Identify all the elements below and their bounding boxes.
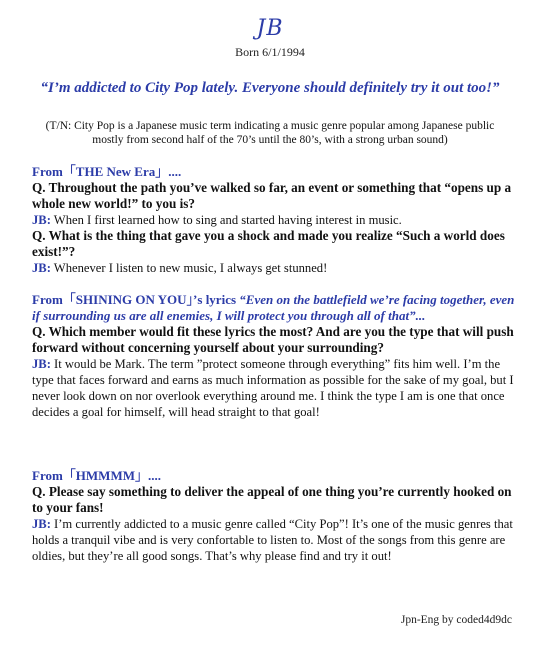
section-title	[32, 292, 516, 324]
birth-date: Born 6/1/1994	[235, 45, 305, 59]
question: Q. Throughout the path you’ve walked so far, an event or something that “opens up a whole new world!” to you is?	[32, 180, 512, 211]
section-title-text: From「SHINING ON YOU」’s lyrics	[32, 292, 237, 307]
section-shining-on-you	[32, 292, 516, 420]
answer	[32, 212, 516, 228]
question: Q. Please say something to deliver the appeal of one thing you’re currently hooked on to your fans!	[32, 484, 512, 515]
member-name: JB	[256, 16, 284, 41]
answer-text: When I first learned how to sing and started having interest in music.	[50, 213, 402, 227]
headline-quote: “I’m addicted to City Pop lately. Everyone should definitely try it out too!”	[40, 80, 500, 96]
speaker-label: JB:	[32, 213, 51, 227]
translator-note: (T/N: City Pop is a Japanese music term indicating a music genre popular among Japanese public mostly from second half of the 70’s until the 80’s, with a strong urban sound)	[45, 120, 495, 146]
translation-credit: Jpn-Eng by coded4d9dc	[400, 614, 512, 626]
answer-text: It would be Mark. The term ”protect someone through everything” fits him well. I’m the type that faces forward and earns as much information as possible for the sake of my goal, but I never look down on nor overlook everything around me. I think the type I am is one that once decides a goal for himself, will head straight to that goal!	[32, 357, 514, 419]
answer	[32, 260, 516, 276]
speaker-label: JB:	[32, 357, 51, 371]
answer-text: Whenever I listen to new music, I always get stunned!	[50, 261, 328, 275]
section-title-lyric: “Even on the battlefield we’re facing together, even if surrounding us are all enemies, I will protect you through all of that”...	[32, 292, 515, 323]
section-title: From「THE New Era」....	[32, 164, 182, 179]
speaker-label: JB:	[32, 517, 51, 531]
section-title: From「HMMMM」....	[32, 468, 161, 483]
section-hmmmm	[32, 468, 516, 564]
answer	[32, 356, 516, 420]
question: Q. Which member would fit these lyrics the most? And are you the type that will push forward without concerning yourself about your surrounding?	[32, 324, 514, 355]
speaker-label: JB:	[32, 261, 51, 275]
section-the-new-era	[32, 164, 516, 276]
question: Q. What is the thing that gave you a shock and made you realize “Such a world does exist!”?	[32, 228, 505, 259]
answer	[32, 516, 516, 564]
answer-text: I’m currently addicted to a music genre called “City Pop”! It’s one of the music genres that holds a tranquil vibe and is very confortable to listen to. Most of the songs from this genre are oldies, but they’re all good songs. That’s why please find and try it out!	[32, 517, 513, 563]
